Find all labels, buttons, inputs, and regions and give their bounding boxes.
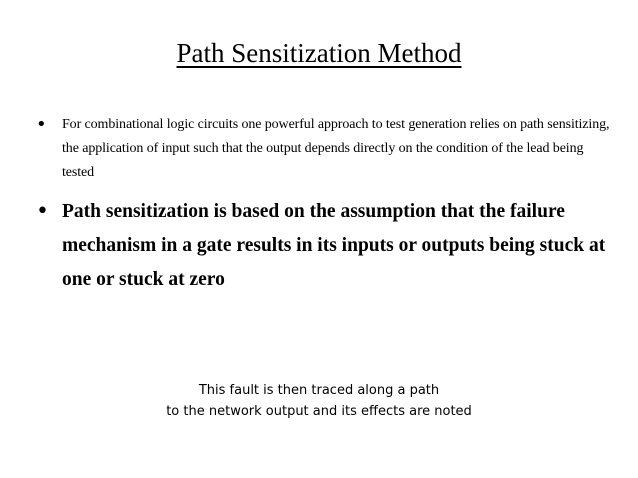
fault-trace-note	[0, 380, 638, 422]
slide-title	[0, 36, 638, 70]
note-line-1: This fault is then traced along a path	[198, 383, 440, 398]
bullet-item-assumption	[36, 195, 616, 297]
bullet-dot-icon: •	[36, 114, 47, 135]
note-line-2: to the network output and its effects are noted	[166, 404, 472, 419]
bullet-text: For combinational logic circuits one powerful approach to test generation relies on path sensitizing, the application of input such that the output depends directly on the condition of the lead being tested	[62, 117, 610, 180]
bullet-item-path-sensitizing	[36, 113, 616, 185]
slide-title-text: Path Sensitization Method	[176, 38, 462, 68]
bullet-list	[36, 113, 616, 297]
bullet-dot-icon: •	[36, 199, 49, 224]
bullet-text: Path sensitization is based on the assumption that the failure mechanism in a gate results in its inputs or outputs being stuck at one or stuck at zero	[62, 201, 606, 290]
